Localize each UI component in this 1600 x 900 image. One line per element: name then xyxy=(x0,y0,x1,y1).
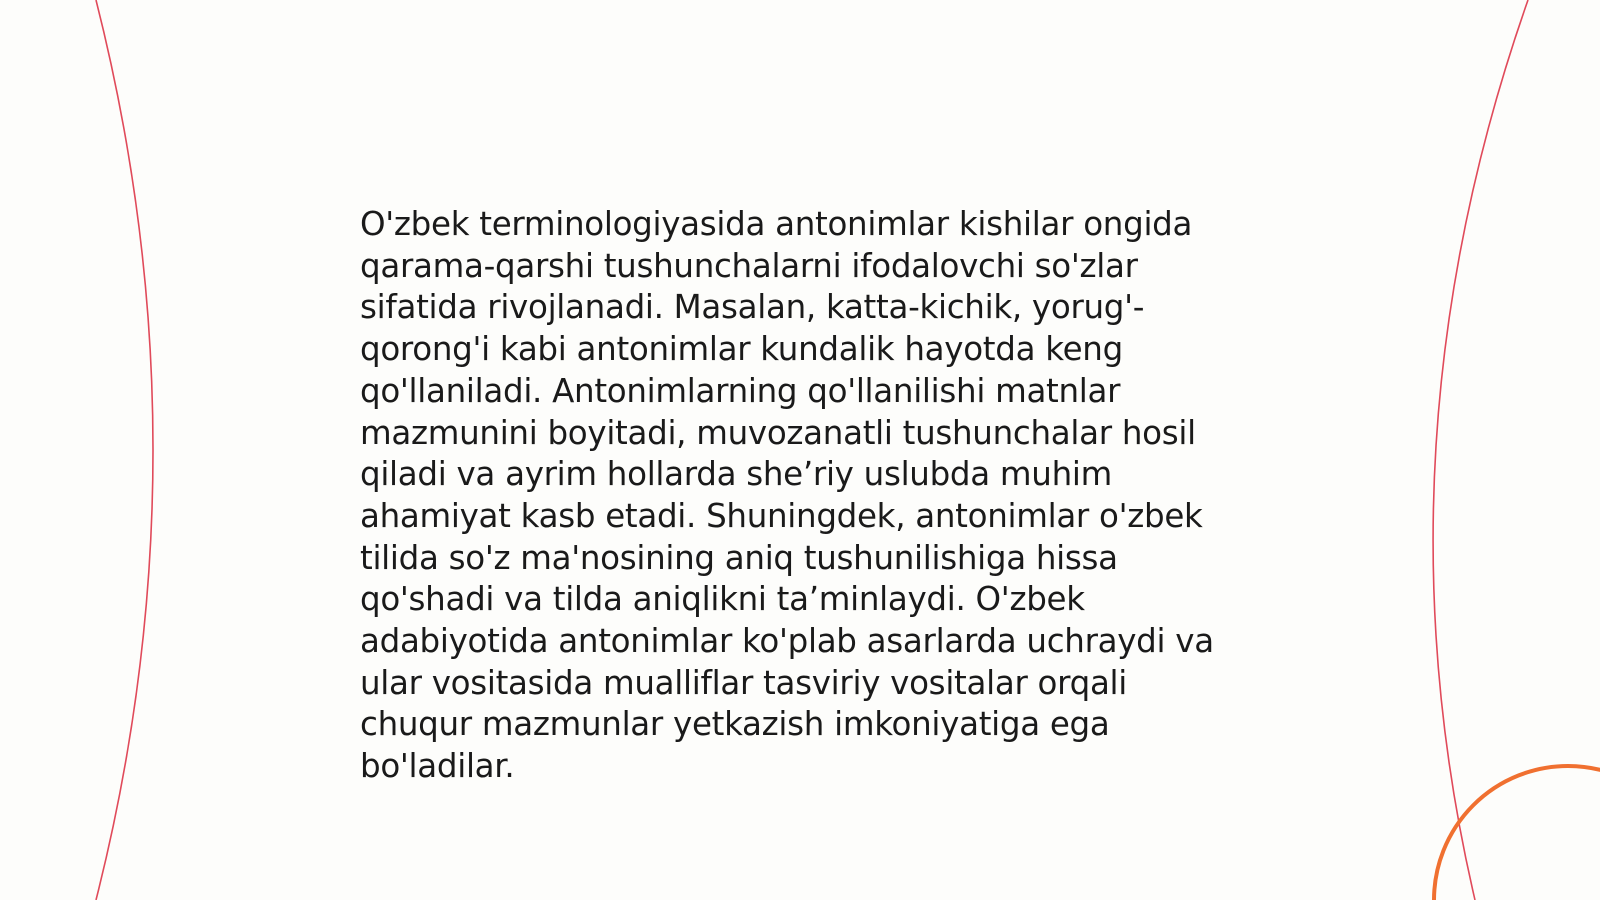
bottom-right-circle xyxy=(1434,766,1600,900)
paragraph-line: tilida so'z ma'nosining aniq tushunilishiga hissa xyxy=(360,538,1118,577)
paragraph-line: qarama-qarshi tushunchalarni ifodalovchi so'zlar xyxy=(360,246,1138,285)
left-arc-line xyxy=(96,0,153,900)
paragraph-line: qiladi va ayrim hollarda she’riy uslubda muhim xyxy=(360,455,1112,494)
paragraph-line: qo'llaniladi. Antonimlarning qo'llanilishi matnlar xyxy=(360,371,1121,410)
body-paragraph xyxy=(360,204,1240,788)
paragraph-line: qorong'i kabi antonimlar kundalik hayotda keng xyxy=(360,330,1123,369)
paragraph-line: bo'ladilar. xyxy=(360,747,515,786)
paragraph-line: qo'shadi va tilda aniqlikni ta’minlaydi. O'zbek xyxy=(360,580,1085,619)
paragraph-line: chuqur mazmunlar yetkazish imkoniyatiga ega xyxy=(360,705,1110,744)
paragraph-line: ular vositasida mualliflar tasviriy vositalar orqali xyxy=(360,663,1128,702)
paragraph-line: mazmunini boyitadi, muvozanatli tushunchalar hosil xyxy=(360,413,1196,452)
paragraph-line: O'zbek terminologiyasida antonimlar kishilar ongida xyxy=(360,205,1193,243)
paragraph-line: adabiyotida antonimlar ko'plab asarlarda uchraydi va xyxy=(360,622,1214,661)
paragraph-line: ahamiyat kasb etadi. Shuningdek, antonimlar o'zbek xyxy=(360,496,1203,535)
right-arc-line xyxy=(1433,0,1528,900)
paragraph-line: sifatida rivojlanadi. Masalan, katta-kichik, yorug'- xyxy=(360,288,1145,327)
